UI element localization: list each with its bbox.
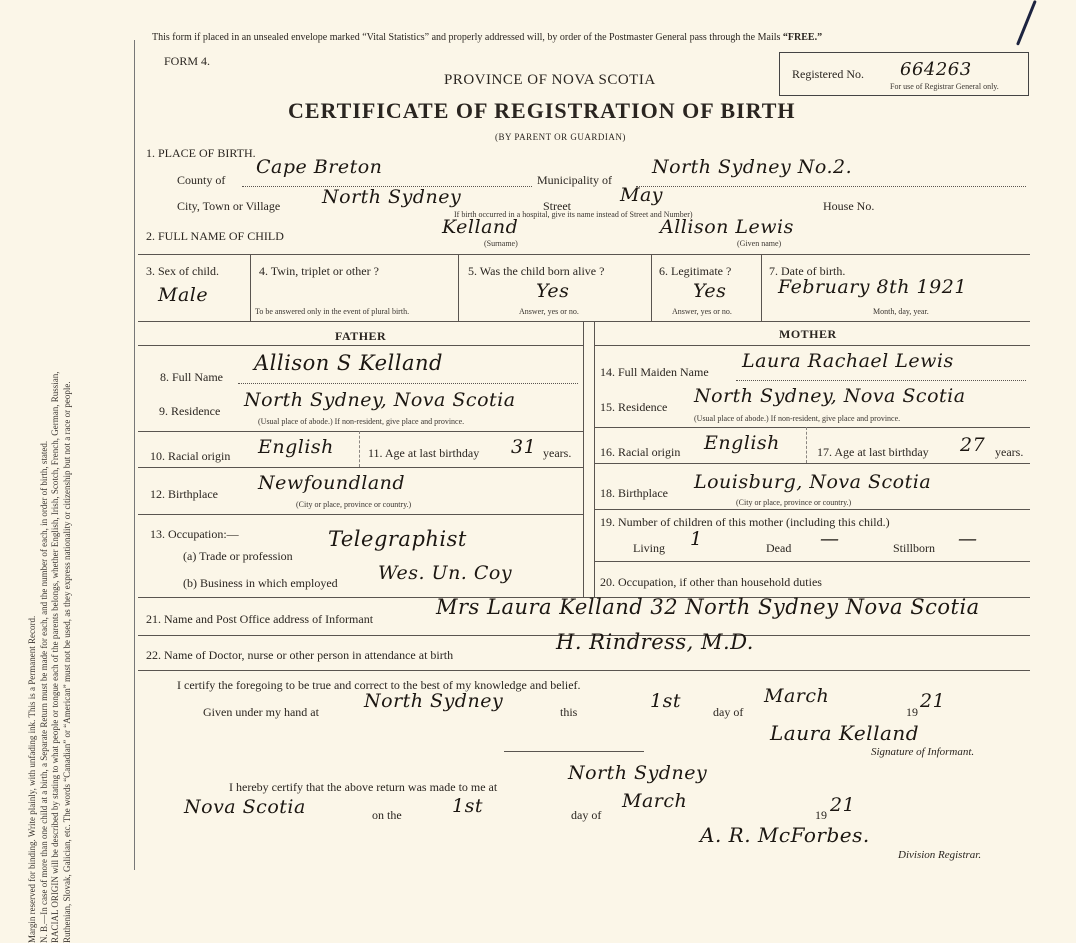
dob-caption: Month, day, year. <box>873 307 929 316</box>
row-divider-top <box>138 254 1030 255</box>
margin-note-3: RACIAL ORIGIN will be described by stating to what people or tongue each of the parents belongs, whether English, Irish, Scotch, French, German, Russian, <box>50 371 60 943</box>
father-years-label: years. <box>543 446 572 460</box>
mother-divider-3 <box>594 509 1030 510</box>
mother-name-line <box>736 380 1026 381</box>
informant-signature-caption: Signature of Informant. <box>871 746 975 758</box>
street-label: Street <box>543 199 571 213</box>
margin-note-2: N. B.—In case of more than one child at a birth, a Separate Return must be made for each, and the number of each, in order of birth, stated. <box>38 440 49 943</box>
registrar-place-2: Nova Scotia <box>184 796 306 818</box>
father-heading-line <box>138 345 583 346</box>
father-birthplace-caption: (City or place, province or country.) <box>296 500 412 509</box>
registered-number: 664263 <box>900 59 972 80</box>
registrar-note: For use of Registrar General only. <box>890 82 999 91</box>
twin-caption: To be answered only in the event of plural birth. <box>255 307 410 316</box>
section-divider-cert <box>138 670 1030 671</box>
mother-divider-1 <box>594 427 1030 428</box>
postal-note <box>152 32 822 44</box>
legitimate-value: Yes <box>693 280 727 302</box>
father-name-label: 8. Full Name <box>160 370 223 384</box>
father-divider-1 <box>138 431 583 432</box>
living-value: 1 <box>690 528 703 550</box>
registrar-day-of-label: day of <box>571 808 602 822</box>
margin-note-4: Ruthenian, Slovak, Galician, etc. The words “Canadian” or “American” must not be used, as they express nationality or citizenship but not a race or people. <box>61 381 72 943</box>
col-divider-2 <box>458 254 459 321</box>
surname-caption: (Surname) <box>484 239 518 248</box>
registered-box <box>779 52 1029 96</box>
mother-birthplace-label: 18. Birthplace <box>600 486 668 500</box>
registrar-caption: Division Registrar. <box>898 849 982 861</box>
sex-value: Male <box>158 284 209 306</box>
mother-racial-label: 16. Racial origin <box>600 445 681 459</box>
certify-year-prefix: 19 <box>906 705 918 719</box>
mother-divider-4 <box>594 561 1030 562</box>
stillborn-value: — <box>958 528 978 550</box>
twin-label: 4. Twin, triplet or other ? <box>259 264 379 278</box>
father-divider-2 <box>138 467 583 468</box>
mother-age-label: 17. Age at last birthday <box>817 445 929 459</box>
registrar-year-prefix: 19 <box>815 808 827 822</box>
mother-residence-caption: (Usual place of abode.) If non-resident, give place and province. <box>694 414 901 423</box>
certify-month: March <box>764 685 830 707</box>
binding-border <box>134 40 135 870</box>
form-number: FORM 4. <box>164 54 211 68</box>
registrar-month: March <box>622 790 688 812</box>
postal-note-text-2: and properly addressed will, by order of the Postmaster General pass through the Mails <box>431 32 781 43</box>
mother-residence: North Sydney, Nova Scotia <box>694 385 966 407</box>
mother-birthplace: Louisburg, Nova Scotia <box>694 471 932 493</box>
informant-signature: Laura Kelland <box>770 721 920 745</box>
child-surname: Kelland <box>442 216 519 238</box>
father-occupation-label: 13. Occupation:— <box>150 527 239 541</box>
row-divider-bottom <box>138 321 1030 322</box>
father-residence: North Sydney, Nova Scotia <box>244 389 516 411</box>
place-of-birth-label: 1. PLACE OF BIRTH. <box>146 146 256 160</box>
province-heading: PROVINCE OF NOVA SCOTIA <box>444 72 656 88</box>
mother-heading-line <box>594 345 1030 346</box>
certify-year: 21 <box>920 690 946 712</box>
mother-occupation-label: 20. Occupation, if other than household duties <box>600 575 822 589</box>
father-trade: Telegraphist <box>328 527 467 551</box>
mother-racial-divider <box>806 427 807 463</box>
margin-note-1: Margin reserved for binding. Write plainly, with unfading ink. This is a Permanent Record. <box>27 615 37 943</box>
father-racial-divider <box>359 431 360 467</box>
mother-heading: MOTHER <box>779 327 837 341</box>
sex-label: 3. Sex of child. <box>146 264 219 278</box>
postal-note-text: This form if placed in an unsealed envelope marked <box>152 32 360 43</box>
father-name: Allison S Kelland <box>254 351 443 375</box>
doctor-value: H. Rindress, M.D. <box>556 630 754 654</box>
child-name-label: 2. FULL NAME OF CHILD <box>146 229 284 243</box>
county-label: County of <box>177 173 226 187</box>
mother-left-border <box>594 321 595 597</box>
given-name-caption: (Given name) <box>737 239 782 248</box>
father-trade-label: (a) Trade or profession <box>183 549 293 563</box>
alive-label: 5. Was the child born alive ? <box>468 264 605 278</box>
pen-mark <box>1016 0 1037 46</box>
margin-notes <box>27 43 73 943</box>
cert-separator <box>504 751 644 752</box>
father-business-label: (b) Business in which employed <box>183 576 338 590</box>
given-under-label: Given under my hand at <box>203 705 319 719</box>
city-value: North Sydney <box>322 186 462 208</box>
certify-day: 1st <box>650 690 681 712</box>
house-label: House No. <box>823 199 875 213</box>
registrar-year: 21 <box>830 794 856 816</box>
father-name-line <box>238 383 578 384</box>
father-right-border <box>583 321 584 597</box>
father-heading: FATHER <box>335 329 387 343</box>
dob-label: 7. Date of birth. <box>769 264 846 278</box>
mother-children-label: 19. Number of children of this mother (including this child.) <box>600 515 890 529</box>
col-divider-1 <box>250 254 251 321</box>
page-title: CERTIFICATE OF REGISTRATION OF BIRTH <box>288 98 796 123</box>
father-birthplace-label: 12. Birthplace <box>150 487 218 501</box>
informant-value: Mrs Laura Kelland 32 North Sydney Nova Scotia <box>436 595 980 619</box>
mother-name-label: 14. Full Maiden Name <box>600 365 709 379</box>
registrar-place: North Sydney <box>568 762 708 784</box>
municipality-line <box>636 186 1026 187</box>
municipality-value: North Sydney No.2. <box>652 156 853 178</box>
mother-birthplace-caption: (City or place, province or country.) <box>736 498 852 507</box>
registrar-statement: I hereby certify that the above return was made to me at <box>229 780 498 794</box>
municipality-label: Municipality of <box>537 173 612 187</box>
father-business: Wes. Un. Coy <box>378 562 513 584</box>
father-residence-caption: (Usual place of abode.) If non-resident, give place and province. <box>258 417 465 426</box>
certify-statement: I certify the foregoing to be true and correct to the best of my knowledge and belief. <box>177 678 581 692</box>
father-residence-label: 9. Residence <box>159 404 221 418</box>
county-value: Cape Breton <box>256 156 383 178</box>
father-racial: English <box>258 436 334 458</box>
dead-label: Dead <box>766 541 792 555</box>
city-label: City, Town or Village <box>177 199 281 213</box>
this-label: this <box>560 705 578 719</box>
registered-label: Registered No. <box>792 67 864 81</box>
given-place: North Sydney <box>364 690 504 712</box>
father-racial-label: 10. Racial origin <box>150 449 231 463</box>
father-birthplace: Newfoundland <box>258 472 406 494</box>
living-label: Living <box>633 541 665 555</box>
page-subtitle: (BY PARENT OR GUARDIAN) <box>495 132 626 142</box>
alive-caption: Answer, yes or no. <box>519 307 579 316</box>
father-age-label: 11. Age at last birthday <box>368 446 480 460</box>
alive-value: Yes <box>536 280 570 302</box>
child-given-name: Allison Lewis <box>660 216 794 238</box>
col-divider-3 <box>651 254 652 321</box>
father-age: 31 <box>511 436 537 458</box>
dob-value: February 8th 1921 <box>778 276 967 298</box>
stillborn-label: Stillborn <box>893 541 936 555</box>
doctor-label: 22. Name of Doctor, nurse or other person in attendance at birth <box>146 648 454 662</box>
mother-age: 27 <box>960 434 986 456</box>
legitimate-caption: Answer, yes or no. <box>672 307 732 316</box>
registrar-signature: A. R. McForbes. <box>700 823 870 847</box>
mother-name: Laura Rachael Lewis <box>742 350 954 372</box>
father-divider-3 <box>138 514 583 515</box>
postal-note-vital: “Vital Statistics” <box>362 32 430 43</box>
mother-residence-label: 15. Residence <box>600 400 668 414</box>
certify-day-of-label: day of <box>713 705 744 719</box>
mother-divider-2 <box>594 463 1030 464</box>
mother-years-label: years. <box>995 445 1024 459</box>
hospital-note: If birth occurred in a hospital, give its name instead of Street and Number) <box>454 210 693 219</box>
col-divider-4 <box>761 254 762 321</box>
dead-value: — <box>820 528 840 550</box>
mother-racial: English <box>704 432 780 454</box>
postal-note-free: “FREE.” <box>782 32 823 43</box>
legitimate-label: 6. Legitimate ? <box>659 264 732 278</box>
registrar-day: 1st <box>452 795 483 817</box>
informant-label: 21. Name and Post Office address of Informant <box>146 612 374 626</box>
on-the-label: on the <box>372 808 402 822</box>
street-value: May <box>620 184 664 206</box>
